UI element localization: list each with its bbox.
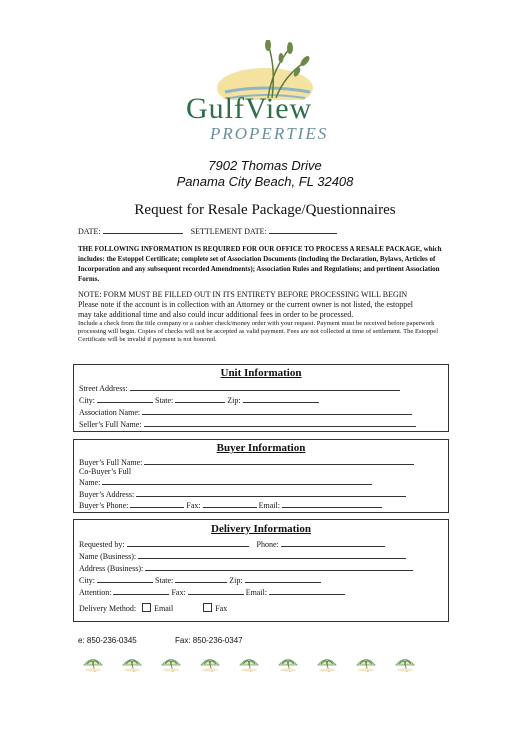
co-buyer-label-line-2: Name: (79, 478, 101, 487)
buyer-fax-field[interactable] (203, 500, 257, 508)
buyer-contact-row (79, 500, 382, 510)
fax-option-label: Fax (215, 604, 228, 613)
city-state-zip-row (79, 395, 319, 405)
state-label: State: (155, 396, 174, 405)
street-address-row (79, 383, 400, 393)
requested-row (79, 539, 385, 549)
zip-field[interactable] (243, 395, 319, 403)
date-field[interactable] (103, 226, 183, 234)
required-notice: THE FOLLOWING INFORMATION IS REQUIRED FOR OUR OFFICE TO PROCESS A RESALE PACKAGE, which includes: the Estoppel Certificate; complete set of Association Documents (including the Declaration, Bylaws, Articles of Incorporation and any subsequent recorded Amendments); Association Rules and Regulations; and pertinent Association Forms. (78, 245, 442, 283)
association-row (79, 407, 412, 417)
delivery-fax-label: Fax: (171, 588, 186, 597)
requested-by-label: Requested by: (79, 540, 125, 549)
business-name-field[interactable] (138, 551, 406, 559)
beach-umbrella-icon (199, 656, 221, 672)
city-field[interactable] (97, 395, 153, 403)
buyer-section-title: Buyer Information (216, 442, 306, 454)
seller-name-label: Seller’s Full Name: (79, 420, 142, 429)
delivery-method-row (79, 603, 227, 613)
attention-label: Attention: (79, 588, 112, 597)
buyer-phone-field[interactable] (130, 500, 184, 508)
date-row (78, 226, 337, 236)
delivery-phone-field[interactable] (281, 539, 385, 547)
delivery-state-field[interactable] (175, 575, 227, 583)
zip-label: Zip: (227, 396, 241, 405)
email-checkbox[interactable] (142, 603, 151, 612)
office-fax: Fax: 850-236-0347 (175, 636, 243, 645)
note-line-1: NOTE: FORM MUST BE FILLED OUT IN ITS ENTIRETY BEFORE PROCESSING WILL BEGIN (78, 290, 408, 299)
logo-subtitle: PROPERTIES (210, 124, 329, 143)
beach-umbrella-icon (355, 656, 377, 672)
note-line-2: Please note if the account is in collection with an Attorney or the current owner is not listed, the estoppel (78, 300, 414, 309)
buyer-name-field[interactable] (144, 457, 414, 465)
note-line-3: may take additional time and also could incur additional fees in order to be processed. (78, 310, 354, 319)
association-name-label: Association Name: (79, 408, 141, 417)
delivery-state-label: State: (155, 576, 174, 585)
delivery-phone-label: Phone: (256, 540, 279, 549)
beach-umbrella-icon (82, 656, 104, 672)
unit-section-title: Unit Information (220, 367, 302, 379)
delivery-zip-label: Zip: (229, 576, 243, 585)
email-option-label: Email (154, 604, 174, 613)
attention-row (79, 587, 345, 597)
delivery-city-label: City: (79, 576, 96, 585)
address-city: Panama City Beach, FL 32408 (176, 174, 354, 189)
address-street: 7902 Thomas Drive (208, 158, 322, 173)
street-address-field[interactable] (130, 383, 400, 391)
delivery-city-field[interactable] (97, 575, 153, 583)
fax-checkbox[interactable] (203, 603, 212, 612)
co-buyer-row (79, 477, 372, 487)
beach-umbrella-icon (238, 656, 260, 672)
street-address-label: Street Address: (79, 384, 128, 393)
date-label: DATE: (78, 227, 101, 236)
buyer-name-row (79, 457, 414, 467)
beach-umbrella-icon (277, 656, 299, 672)
buyer-information-section (73, 439, 449, 513)
buyer-email-label: Email: (258, 501, 280, 510)
buyer-fax-label: Fax: (186, 501, 201, 510)
delivery-information-section (73, 519, 449, 622)
logo-wordmark: GulfView (186, 92, 313, 125)
page-title: Request for Resale Package/Questionnaires (134, 202, 396, 218)
company-logo (180, 40, 350, 150)
sea-oats-icon (180, 40, 350, 100)
state-field[interactable] (175, 395, 225, 403)
buyer-address-label: Buyer’s Address: (79, 490, 135, 499)
delivery-fax-field[interactable] (188, 587, 244, 595)
settlement-date-field[interactable] (269, 226, 337, 234)
note-payment: Include a check from the title company or a cashier check/money order with your request. Payment must be received before paperwork processing will begin. Copies of checks will not be accepted as valid payment. Fees are not collected at time of settlement. The Estoppel Certificate will be invalid if payment is not honored. (78, 320, 439, 343)
office-phone: e: 850-236-0345 (78, 636, 137, 645)
co-buyer-label-line-1: Co-Buyer’s Full (79, 467, 132, 476)
business-address-label: Address (Business): (79, 564, 144, 573)
delivery-zip-field[interactable] (245, 575, 321, 583)
association-name-field[interactable] (142, 407, 412, 415)
beach-umbrella-icon (160, 656, 182, 672)
delivery-method-label: Delivery Method: (79, 604, 137, 613)
buyer-name-label: Buyer’s Full Name: (79, 458, 143, 467)
delivery-city-row (79, 575, 321, 585)
note-block (78, 290, 450, 344)
seller-row (79, 419, 416, 429)
business-name-label: Name (Business): (79, 552, 137, 561)
beach-umbrella-icon (121, 656, 143, 672)
delivery-email-field[interactable] (269, 587, 345, 595)
delivery-section-title: Delivery Information (211, 523, 311, 535)
buyer-address-row (79, 489, 406, 499)
unit-information-section (73, 364, 449, 432)
settlement-date-label: SETTLEMENT DATE: (190, 227, 267, 236)
seller-name-field[interactable] (144, 419, 416, 427)
requested-by-field[interactable] (127, 539, 249, 547)
business-name-row (79, 551, 406, 561)
beach-umbrella-icon (394, 656, 416, 672)
buyer-address-field[interactable] (136, 489, 406, 497)
beach-umbrella-icon (316, 656, 338, 672)
business-address-field[interactable] (145, 563, 413, 571)
co-buyer-name-field[interactable] (102, 477, 372, 485)
attention-field[interactable] (113, 587, 169, 595)
city-label: City: (79, 396, 96, 405)
business-address-row (79, 563, 413, 573)
delivery-email-label: Email: (245, 588, 268, 597)
buyer-phone-label: Buyer’s Phone: (79, 501, 129, 510)
buyer-email-field[interactable] (282, 500, 382, 508)
